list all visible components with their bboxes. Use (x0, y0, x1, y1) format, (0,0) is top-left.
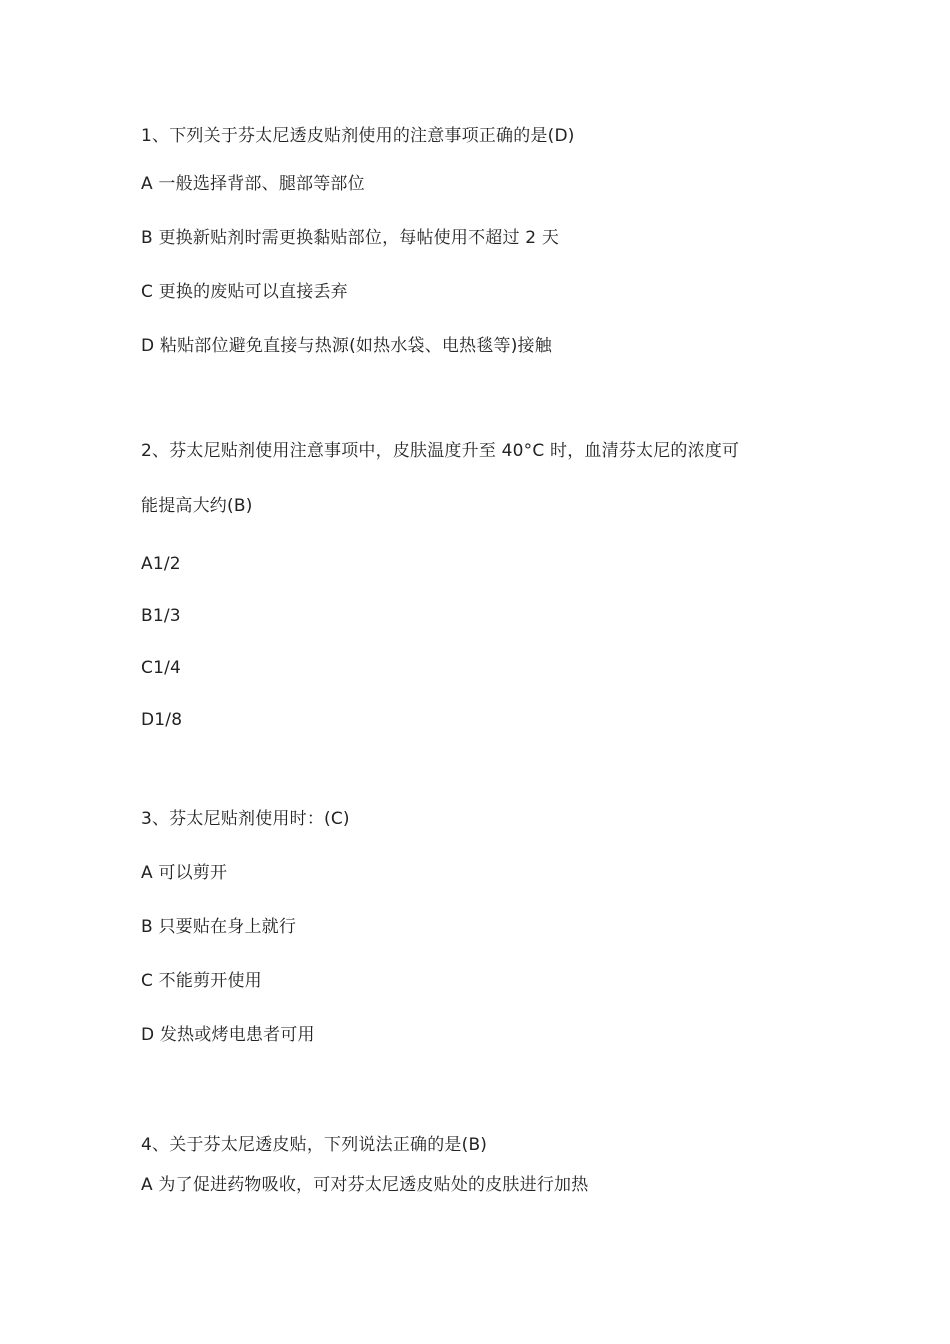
question-1-option-d: D 粘贴部位避免直接与热源(如热水袋、电热毯等)接触 (141, 336, 552, 356)
question-1-stem: 1、下列关于芬太尼透皮贴剂使用的注意事项正确的是(D) (141, 126, 575, 146)
question-1-option-c: C 更换的废贴可以直接丢弃 (141, 282, 348, 302)
question-4-option-a: A 为了促进药物吸收，可对芬太尼透皮贴处的皮肤进行加热 (141, 1175, 589, 1195)
question-3-option-c: C 不能剪开使用 (141, 971, 262, 991)
question-2-stem-line-2: 能提高大约(B) (141, 496, 253, 516)
question-2-option-d: D1/8 (141, 710, 183, 730)
question-1-option-a: A 一般选择背部、腿部等部位 (141, 174, 365, 194)
question-3-stem: 3、芬太尼贴剂使用时：(C) (141, 809, 350, 829)
question-2-stem-line-1: 2、芬太尼贴剂使用注意事项中，皮肤温度升至 40°C 时，血清芬太尼的浓度可 (141, 441, 740, 461)
question-2-option-a: A1/2 (141, 554, 181, 574)
question-3-option-a: A 可以剪开 (141, 863, 228, 883)
question-2-option-c: C1/4 (141, 658, 182, 678)
question-3-option-b: B 只要贴在身上就行 (141, 917, 297, 937)
question-3-option-d: D 发热或烤电患者可用 (141, 1025, 315, 1045)
question-4-stem: 4、关于芬太尼透皮贴，下列说法正确的是(B) (141, 1135, 488, 1155)
question-1-option-b: B 更换新贴剂时需更换黏贴部位，每帖使用不超过 2 天 (141, 228, 560, 248)
question-2-option-b: B1/3 (141, 606, 181, 626)
